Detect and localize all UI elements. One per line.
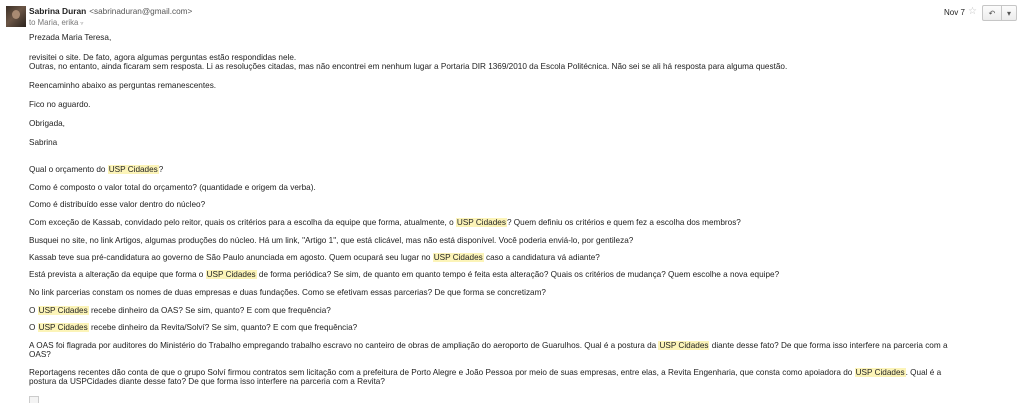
question-text: ? Quem definiu os critérios e quem fez a escolha dos membros? [506, 218, 741, 227]
question-3: Como é distribuído esse valor dentro do núcleo? [29, 200, 206, 209]
highlight-usp-cidades[interactable]: USP Cidades [433, 253, 483, 262]
message-date: Nov 7 [944, 8, 965, 17]
greeting: Prezada Maria Teresa, [29, 33, 112, 42]
highlight-usp-cidades[interactable]: USP Cidades [659, 341, 709, 350]
chevron-down-icon: ▾ [1006, 8, 1011, 18]
question-9 [29, 306, 331, 316]
question-text: recebe dinheiro da Revita/Solví? Se sim, quanto? E com que frequência? [88, 323, 358, 332]
question-1 [29, 165, 163, 175]
message-header [0, 0, 1024, 34]
highlight-usp-cidades[interactable]: USP Cidades [108, 165, 158, 174]
question-11-line-1 [29, 341, 948, 351]
highlight-usp-cidades[interactable]: USP Cidades [456, 218, 506, 227]
reply-icon: ↶ [988, 8, 996, 18]
paragraph-1-line-1: revisitei o site. De fato, agora algumas perguntas estão respondidas nele. [29, 53, 297, 62]
question-text: de forma periódica? Se sim, de quanto em quanto tempo é feita esta alteração? Quais os critérios de mudança? Quem escolhe a nova equipe? [256, 270, 780, 279]
question-text: diante desse fato? De que forma isso interfere na parceria com a [709, 341, 948, 350]
question-text: Reportagens recentes dão conta de que o grupo Solví firmou contratos sem licitação com a prefeitura de Porto Alegre e João Pessoa por meio de suas empresas, entre elas, a Revita Engenharia, que consta como apoiadora do [29, 368, 855, 377]
reply-button[interactable] [983, 6, 1001, 20]
question-10 [29, 323, 357, 333]
question-6 [29, 253, 600, 263]
highlight-usp-cidades[interactable]: USP Cidades [38, 323, 88, 332]
highlight-usp-cidades[interactable]: USP Cidades [38, 306, 88, 315]
paragraph-2: Reencaminho abaixo as perguntas remanescentes. [29, 81, 217, 90]
sender-name[interactable]: Sabrina Duran [29, 6, 87, 16]
show-trimmed-content-button[interactable] [29, 396, 39, 403]
question-text: A OAS foi flagrada por auditores do Ministério do Trabalho empregando trabalho escravo no canteiro de obras de ampliação do aeroporto de Guarulhos. Qual é a postura da [29, 341, 659, 350]
question-11-line-2: OAS? [29, 350, 51, 359]
sender [29, 6, 192, 16]
question-text: O [29, 323, 38, 332]
question-12-line-2: postura da USPCidades diante desse fato? De que forma isso interfere na parceria com a Revita? [29, 377, 385, 386]
question-2: Como é composto o valor total do orçamento? (quantidade e origem da verba). [29, 183, 316, 192]
paragraph-4: Obrigada, [29, 119, 65, 128]
paragraph-3: Fico no aguardo. [29, 100, 91, 109]
question-text: Qual o orçamento do [29, 165, 108, 174]
paragraph-1-line-2: Outras, no entanto, ainda ficaram sem resposta. Li as resoluções citadas, mas não encontrei em nenhum lugar a Portaria DIR 1369/2010 da Escola Politécnica. Não sei se ali há resposta para alguma questão. [29, 62, 788, 71]
recipients[interactable] [29, 18, 83, 27]
highlight-usp-cidades[interactable]: USP Cidades [855, 368, 905, 377]
message-actions [982, 5, 1017, 21]
signature: Sabrina [29, 138, 58, 147]
details-caret-icon[interactable]: ▿ [80, 21, 84, 27]
question-text: Com exceção de Kassab, convidado pelo reitor, quais os critérios para a escolha da equipe que forma, atualmente, o [29, 218, 456, 227]
question-text: caso a candidatura vá adiante? [483, 253, 600, 262]
question-text: O [29, 306, 38, 315]
highlight-usp-cidades[interactable]: USP Cidades [206, 270, 256, 279]
avatar[interactable] [6, 6, 26, 27]
question-5: Busquei no site, no link Artigos, algumas produções do núcleo. Há um link, "Artigo 1", que está clicável, mas não está disponível. Você poderia enviá-lo, por gentileza? [29, 236, 634, 245]
question-text: Kassab teve sua pré-candidatura ao governo de São Paulo anunciada em agosto. Quem ocupará seu lugar no [29, 253, 433, 262]
question-text: recebe dinheiro da OAS? Se sim, quanto? E com que frequência? [88, 306, 331, 315]
question-7 [29, 270, 779, 280]
question-8: No link parcerias constam os nomes de duas empresas e duas fundações. Como se efetivam essas parcerias? De que forma se concretizam? [29, 288, 546, 297]
question-text: ? [158, 165, 164, 174]
sender-email: <sabrinaduran@gmail.com> [89, 7, 193, 16]
recipients-text: to Maria, erika [29, 18, 79, 27]
question-text: . Qual é a [905, 368, 942, 377]
question-text: Está prevista a alteração da equipe que forma o [29, 270, 206, 279]
more-actions-button[interactable] [1001, 6, 1016, 20]
star-icon[interactable]: ☆ [968, 6, 977, 17]
question-4 [29, 218, 741, 228]
